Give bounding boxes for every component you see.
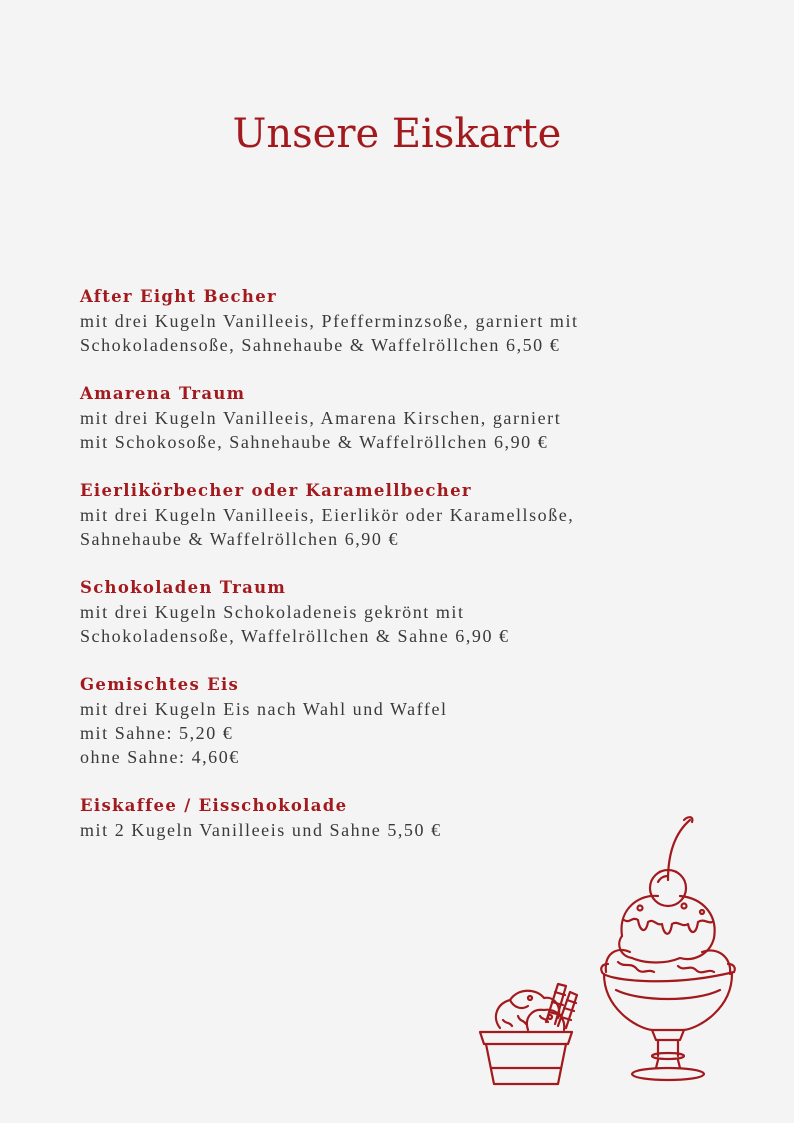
menu-item-name: Amarena Traum [80,384,246,403]
menu-item-description: mit drei Kugeln Vanilleeis, Eierlikör oder Karamellsoße, [80,505,575,525]
menu-item-amarena [80,382,740,454]
menu-item-price-with-cream: mit Sahne: 5,20 € [80,723,234,743]
menu-item-name: Schokoladen Traum [80,578,287,597]
page-title: Unsere Eiskarte [232,111,562,157]
menu-item-eierlikoer [80,479,740,551]
menu-item-name: Eiskaffee / Eisschokolade [80,796,348,815]
menu-item-description: Schokoladensoße, Waffelröllchen & Sahne 6,90 € [80,626,510,646]
menu-item-name: Gemischtes Eis [80,675,240,694]
menu-item-description: mit drei Kugeln Vanilleeis, Pfefferminzsoße, garniert mit [80,311,579,331]
menu-item-name: After Eight Becher [80,287,277,306]
ice-cream-illustration [470,812,750,1094]
menu-list [80,285,740,867]
menu-item-schokoladen [80,576,740,648]
menu-item-name: Eierlikörbecher oder Karamellbecher [80,481,472,500]
ice-cream-cup-icon [480,984,577,1084]
menu-item-description: mit drei Kugeln Vanilleeis, Amarena Kirschen, garniert [80,408,562,428]
menu-item-gemischtes-eis [80,673,740,769]
menu-item-description: mit Schokosoße, Sahnehaube & Waffelröllchen 6,90 € [80,432,549,452]
menu-item-description: mit 2 Kugeln Vanilleeis und Sahne 5,50 € [80,820,442,840]
menu-item-description: Schokoladensoße, Sahnehaube & Waffelröllchen 6,50 € [80,335,561,355]
menu-item-price-without-cream: ohne Sahne: 4,60€ [80,747,240,767]
ice-cream-sundae-icon [601,817,735,1080]
menu-item-description: mit drei Kugeln Schokoladeneis gekrönt mit [80,602,465,622]
menu-item-after-eight [80,285,740,357]
menu-item-description: mit drei Kugeln Eis nach Wahl und Waffel [80,699,448,719]
menu-item-description: Sahnehaube & Waffelröllchen 6,90 € [80,529,400,549]
